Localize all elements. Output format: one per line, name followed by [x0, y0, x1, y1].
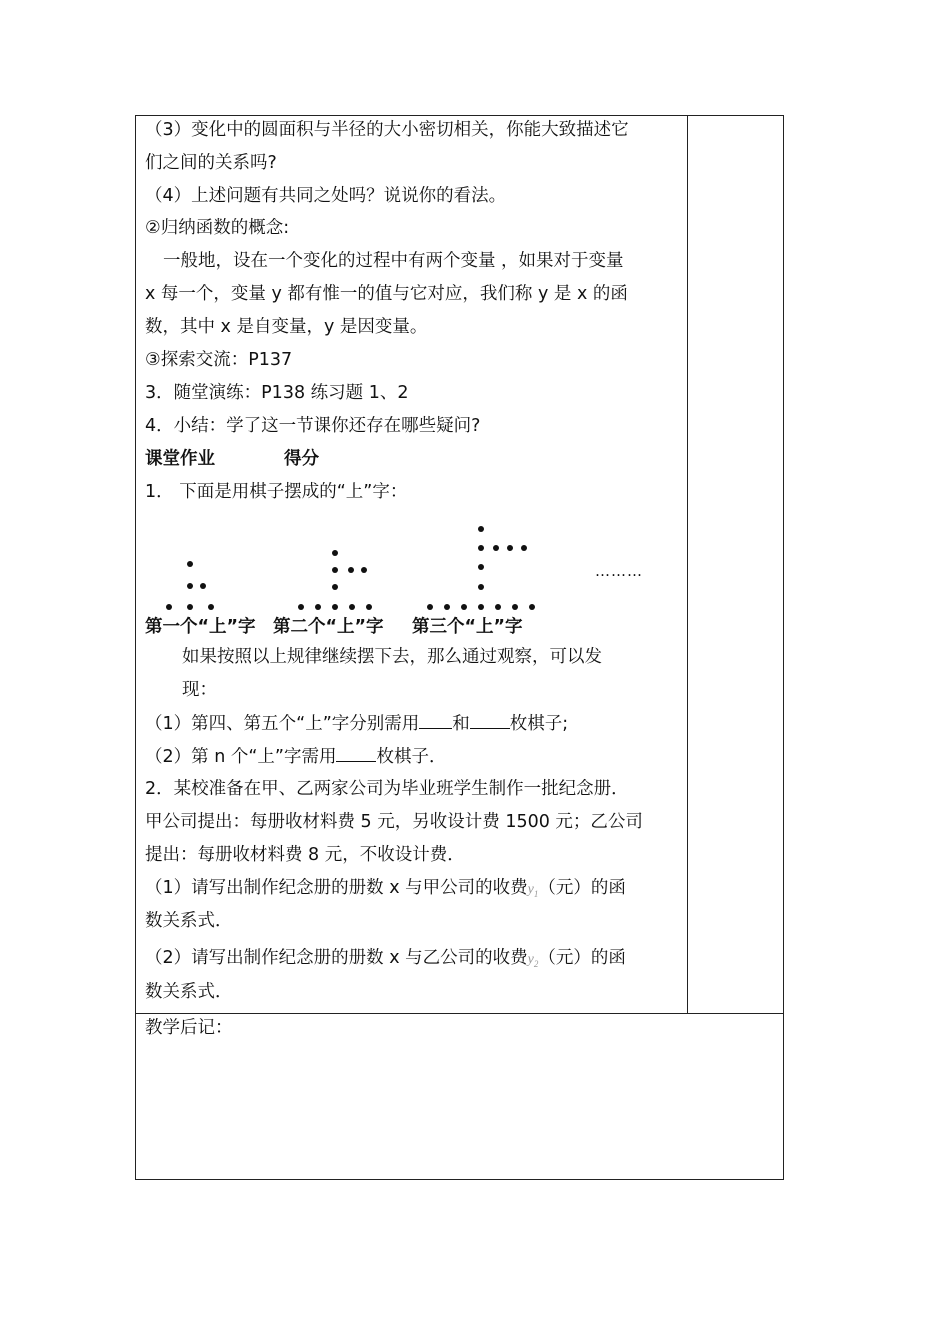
- piece: [427, 604, 433, 610]
- piece: [493, 545, 499, 551]
- piece: [315, 604, 321, 610]
- piece: [495, 604, 501, 610]
- problem-2-q1-b: 数关系式．: [145, 911, 233, 931]
- sub-question-1-pre: （1）第四、第五个“上”字分别需用: [145, 714, 420, 734]
- piece: [187, 604, 193, 610]
- problem-2-b: 甲公司提出：每册收材料费 5 元，另收设计费 1500 元；乙公司: [145, 812, 643, 832]
- concept-title: ②归纳函数的概念:: [145, 218, 290, 238]
- answer-blank-1[interactable]: [419, 713, 452, 729]
- figure-label-first: 第一个“上”字: [145, 617, 256, 637]
- sub-question-2: [145, 746, 446, 767]
- column-divider: [687, 116, 688, 1013]
- answer-blank-2[interactable]: [470, 713, 510, 729]
- problem-2-a: 2．某校准备在甲、乙两家公司为毕业班学生制作一批纪念册．: [145, 779, 629, 799]
- score-heading: 得分: [284, 449, 319, 469]
- y1-variable: $y_1$: [527, 882, 539, 899]
- line-q3-b: 们之间的关系吗?: [145, 153, 277, 173]
- problem-1: 1． 下面是用棋子摆成的“上”字：: [145, 482, 408, 502]
- piece: [332, 567, 338, 573]
- piece: [478, 545, 484, 551]
- sub-question-2-pre: （2）第 n 个“上”字需用: [145, 747, 337, 767]
- line-q3-a: （3）变化中的圆面积与半径的大小密切相关，你能大致描述它: [145, 120, 629, 140]
- piece: [332, 550, 338, 556]
- piece: [187, 561, 193, 567]
- y2-variable: $y_2$: [527, 952, 539, 969]
- piece: [521, 545, 527, 551]
- practice-line: 3．随堂演练：P138 练习题 1、2: [145, 383, 409, 403]
- piece: [208, 604, 214, 610]
- observe-a: 如果按照以上规律继续摆下去，那么通过观察，可以发: [182, 647, 602, 667]
- piece: [529, 604, 535, 610]
- problem-2-q1-pre: （1）请写出制作纪念册的册数 x 与甲公司的收费: [145, 878, 528, 898]
- piece: [332, 584, 338, 590]
- problem-2-q1-post: （元）的函: [538, 878, 626, 898]
- lesson-table: [135, 115, 784, 1180]
- row-divider: [136, 1013, 783, 1014]
- piece: [332, 604, 338, 610]
- piece: [349, 604, 355, 610]
- problem-2-q2-post: （元）的函: [538, 948, 626, 968]
- piece: [507, 545, 513, 551]
- line-q4: （4）上述问题有共同之处吗？说说你的看法。: [145, 186, 507, 206]
- definition-a: 一般地，设在一个变化的过程中有两个变量 ，如果对于变量: [163, 251, 624, 271]
- teaching-postscript: 教学后记：: [145, 1018, 233, 1038]
- problem-2-c: 提出：每册收材料费 8 元，不收设计费．: [145, 845, 465, 865]
- problem-2-q2: [145, 948, 626, 974]
- sub-question-1-mid: 和: [452, 714, 470, 734]
- piece: [166, 604, 172, 610]
- problem-2-q2-b: 数关系式．: [145, 982, 233, 1002]
- figure-label-second: 第二个“上”字: [273, 617, 384, 637]
- figure-ellipsis: ………: [595, 562, 643, 580]
- sub-question-2-post: 枚棋子．: [376, 747, 447, 767]
- answer-blank-3[interactable]: [336, 746, 376, 762]
- homework-heading: 课堂作业: [145, 449, 215, 469]
- piece: [461, 604, 467, 610]
- sub-question-1: [145, 713, 568, 734]
- piece: [298, 604, 304, 610]
- piece: [187, 583, 193, 589]
- piece: [366, 604, 372, 610]
- sub-question-1-post: 枚棋子;: [509, 714, 569, 734]
- observe-b: 现：: [182, 680, 217, 700]
- piece: [444, 604, 450, 610]
- definition-c: 数，其中 x 是自变量，y 是因变量。: [145, 317, 428, 337]
- piece: [478, 604, 484, 610]
- explore-line: ③探索交流：P137: [145, 350, 293, 370]
- piece: [348, 567, 354, 573]
- summary-line: 4．小结：学了这一节课你还存在哪些疑问?: [145, 416, 481, 436]
- problem-2-q1: [145, 878, 626, 904]
- piece: [200, 583, 206, 589]
- figure-label-third: 第三个“上”字: [412, 617, 523, 637]
- piece: [512, 604, 518, 610]
- piece: [478, 526, 484, 532]
- definition-b: x 每一个，变量 y 都有惟一的值与它对应，我们称 y 是 x 的函: [145, 284, 628, 304]
- piece: [478, 584, 484, 590]
- problem-2-q2-pre: （2）请写出制作纪念册的册数 x 与乙公司的收费: [145, 948, 528, 968]
- piece: [478, 564, 484, 570]
- piece: [361, 567, 367, 573]
